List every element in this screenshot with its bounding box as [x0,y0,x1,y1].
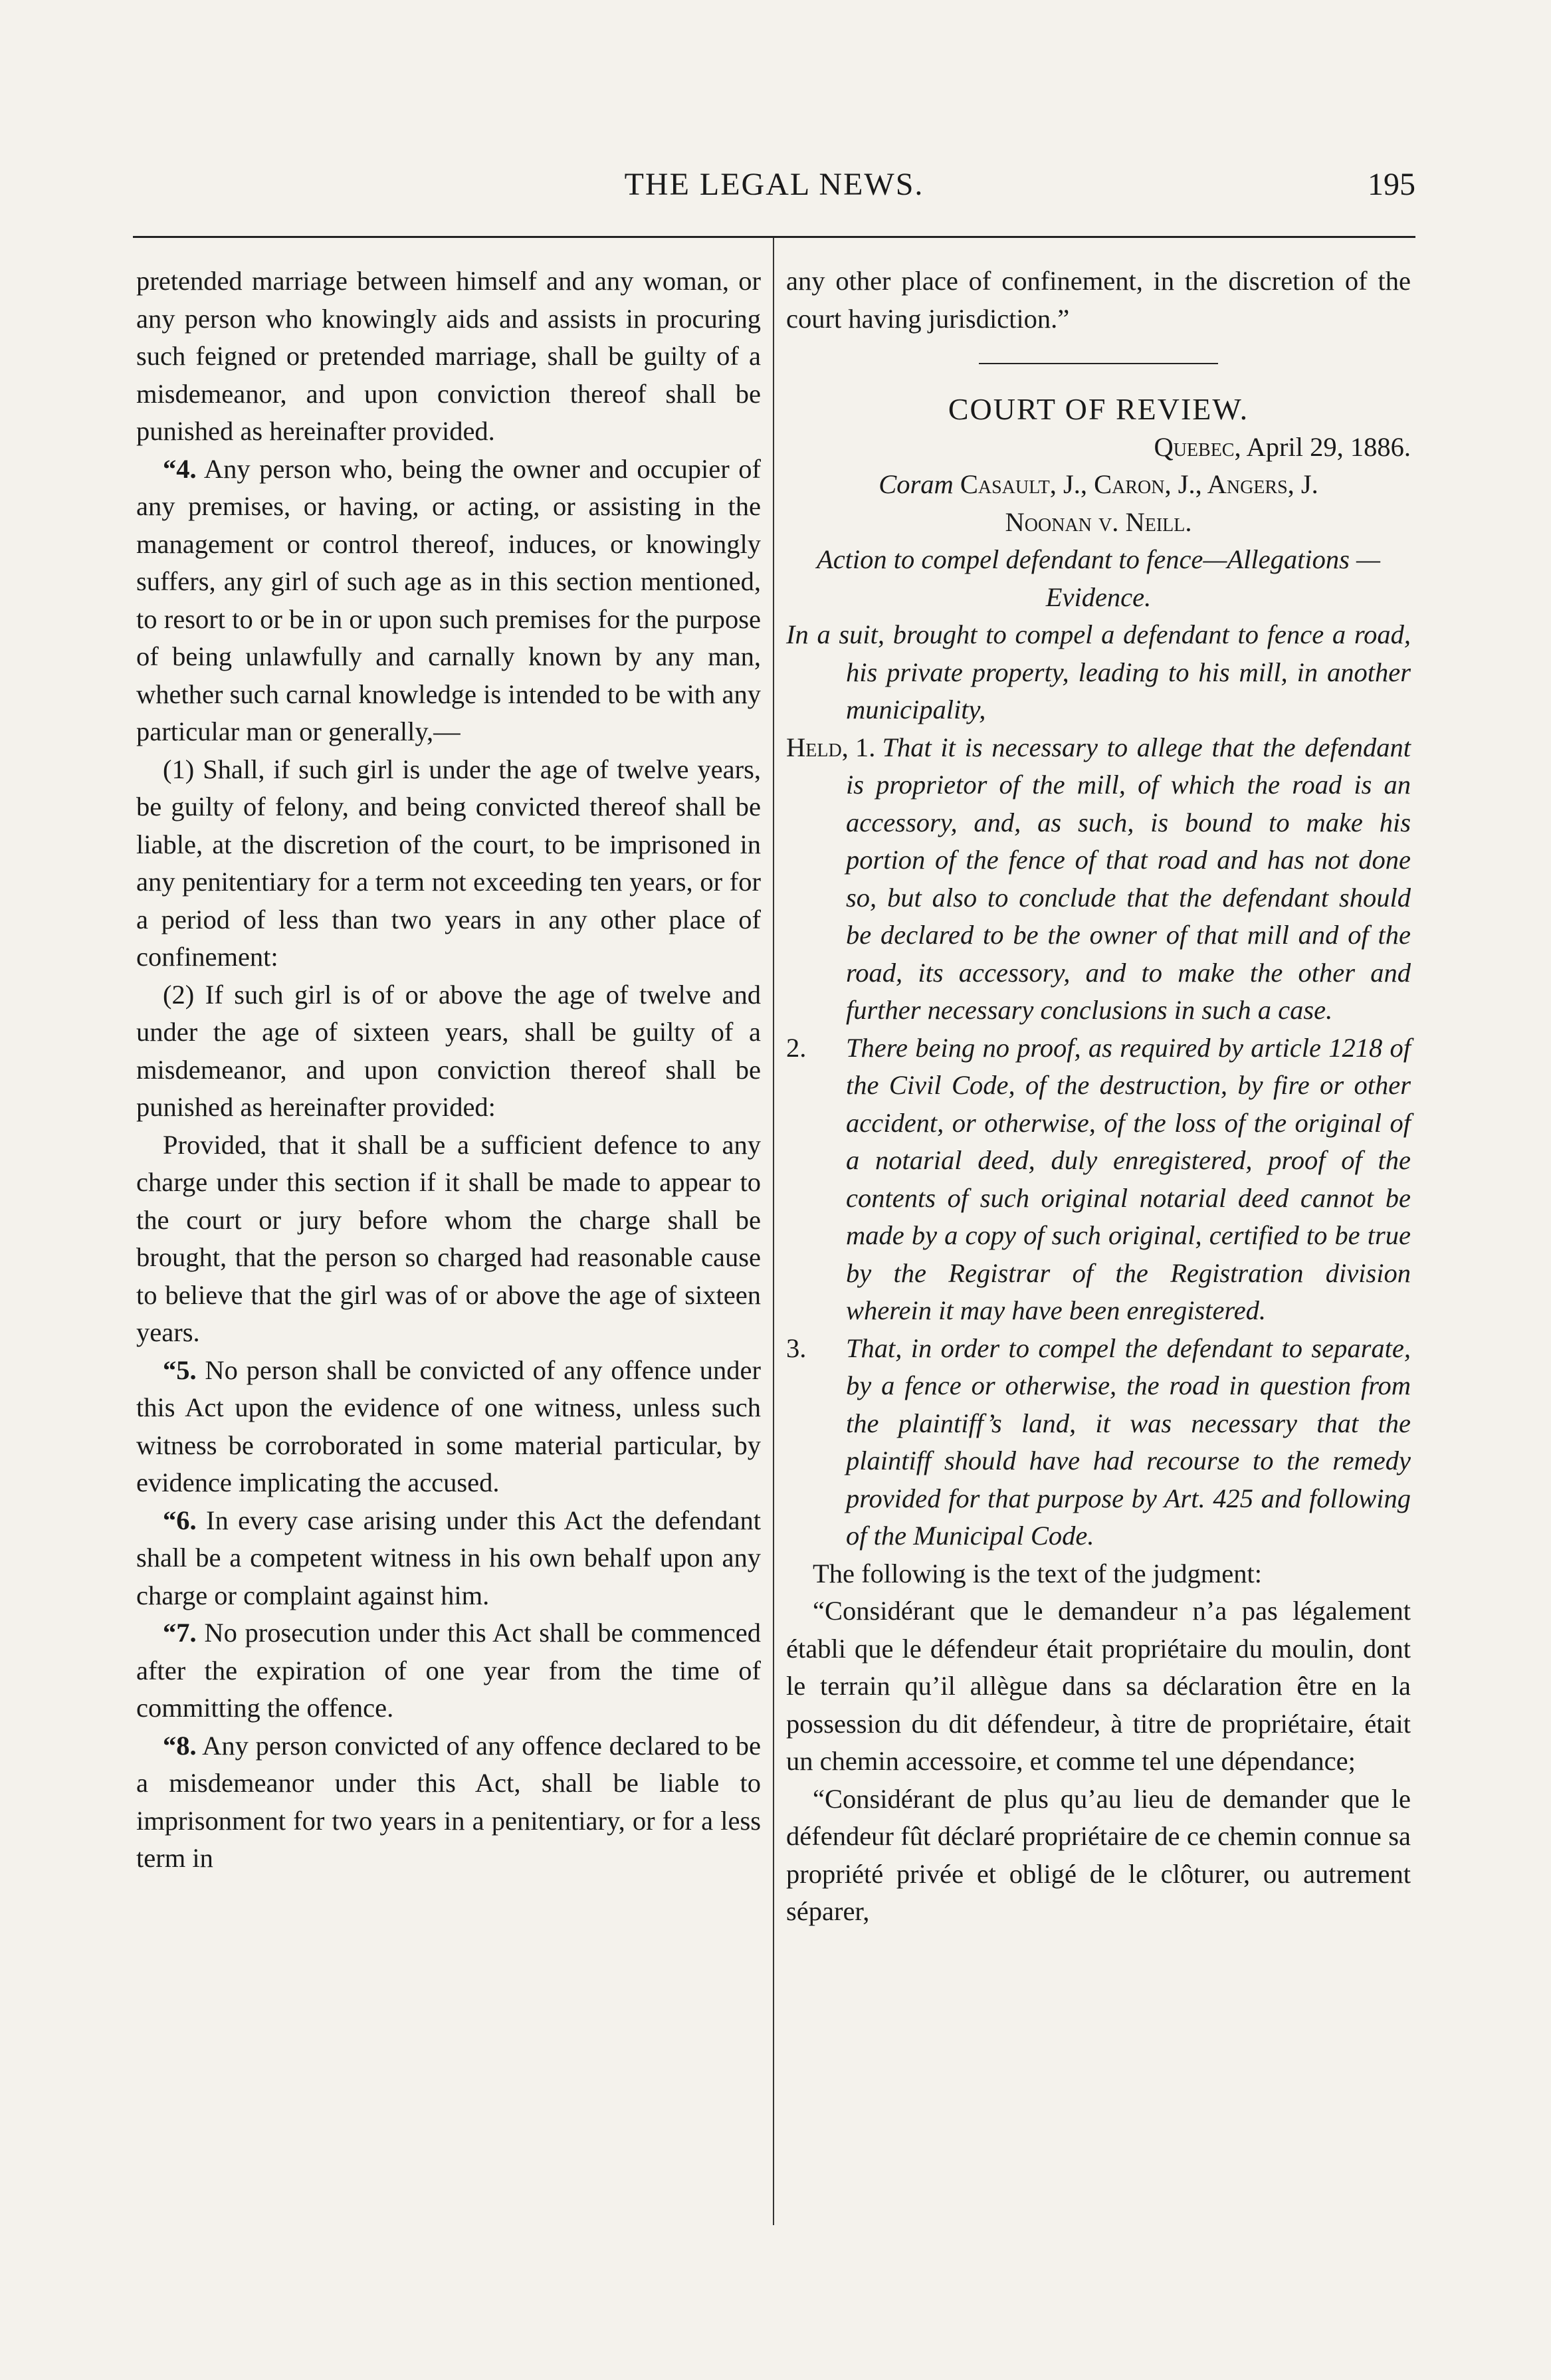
section-6-number: “6. [163,1505,197,1535]
section-5-text: No person shall be convicted of any offence under this Act upon the evidence of one witness, unless such witness be corroborated in some material particular, by evidence implicating the accused. [136,1354,761,1497]
section-5-number: “5. [163,1354,197,1385]
section-4-clause-1: (1) Shall, if such girl is under the age of twelve years, be guilty of felony, and being convicted thereof shall be liable, at the discretion of the court, to be imprisoned in any penitentiary for a term not exceeding ten years, or for a period of less than two years in any other place of confinement: [136,754,761,972]
section-7-number: “7. [163,1618,197,1648]
held-1-number: 1. [855,732,876,762]
held-2 [786,1029,1411,1330]
paragraph-continuation: any other place of confinement, in the discretion of the court having jurisdiction.” [786,266,1411,334]
held-3 [786,1330,1411,1555]
section-7 [136,1614,761,1727]
held-label: Held, [786,732,849,762]
section-4-clause-2: (2) If such girl is of or above the age of twelve and under the age of sixteen years, shall be guilty of a misdemeanor, and upon conviction thereof shall be punished as hereinafter provided: [136,979,761,1122]
section-4 [136,451,761,751]
section-8-text: Any person convicted of any offence declared to be a misdemeanor under this Act, shall be liable to imprisonment for two years in a penitentiary, or for a less term in [136,1730,761,1873]
case-date-line [786,429,1411,467]
coram-label: Coram [879,469,954,499]
right-column [786,263,1411,1931]
column-divider [773,238,774,2225]
judgment-intro: The following is the text of the judgment: [813,1558,1263,1588]
judgment-paragraph-1: “Considérant que le demandeur n’a pas légalement établi que le défendeur était propriétaire du moulin, dont le terrain qu’il allègue dans sa déclaration être en la possession du dit défendeur, à titre de propriétaire, était un chemin accessoire, et comme tel une dépendance; [786,1596,1411,1776]
held-2-number: 2. [786,1032,807,1063]
section-6 [136,1502,761,1615]
proviso: Provided, that it shall be a sufficient defence to any charge under this section if it shall be made to appear to the court or jury before whom the charge shall be brought, that the person so charged had reasonable cause to believe that the girl was of or above the age of sixteen years. [136,1129,761,1347]
header-rule [133,236,1415,238]
page-header [133,166,1415,213]
court-title: COURT OF REVIEW. [948,392,1249,426]
section-8 [136,1727,761,1878]
section-5 [136,1352,761,1502]
section-4-number: “4. [163,453,197,484]
case-name: Noonan v. Neill. [1005,506,1192,537]
paragraph-continuation: pretended marriage between himself and any woman, or any person who knowingly aids and assists in procuring such feigned or pretended marriage, shall be guilty of a misdemeanor, and upon conviction thereof shall be punished as hereinafter provided. [136,266,761,446]
section-7-text: No prosecution under this Act shall be commenced after the expiration of one year from the time of committing the offence. [136,1618,761,1723]
page-number: 195 [1368,167,1415,202]
held-1 [786,729,1411,1029]
case-place: Quebec, [1154,431,1241,462]
held-2-text: There being no proof, as required by article 1218 of the Civil Code, of the destruction, by fire or other accident, or otherwise, of the loss of the original of a notarial deed, duly enregistered, proof of the contents of such original notarial deed cannot be made by a copy of such original, certified to be true by the Registrar of the Registration division wherein it may have been enregistered. [846,1032,1411,1325]
section-8-number: “8. [163,1730,197,1761]
coram-line [786,466,1411,504]
section-6-text: In every case arising under this Act the defendant shall be a competent witness in his own behalf upon any charge or complaint against him. [136,1505,761,1610]
judgment-paragraph-2: “Considérant de plus qu’au lieu de demander que le défendeur fût déclaré propriétaire de ce chemin connue sa propriété privée et obligé de le clôturer, ou autrement séparer, [786,1783,1411,1926]
running-title: THE LEGAL NEWS. [624,167,924,202]
left-column [136,263,761,1878]
coram-judges: Casault, J., Caron, J., Angers, J. [953,469,1318,499]
held-3-text: That, in order to compel the defendant to separate, by a fence or otherwise, the road in question from the plaintiff’s land, it was necessary that the plaintiff should have had recourse to the remedy provided for that purpose by Art. 425 and following of the Municipal Code. [846,1333,1411,1551]
held-1-text: That it is necessary to allege that the defendant is proprietor of the mill, of which the road is an accessory, and, as such, is bound to make his portion of the fence of that road and has not done so, but also to conclude that the defendant should be declared to be the owner of that mill and of the road, its accessory, and to make the other and further necessary conclusions in such a case. [846,732,1411,1025]
section-rule [979,363,1218,364]
held-label-group [786,729,882,767]
case-date: April 29, 1886. [1241,431,1411,462]
section-4-text: Any person who, being the owner and occupier of any premises, or having, or acting, or assisting in the management or control thereof, induces, or knowingly suffers, any girl of such age as in this section mentioned, to resort to or be in or upon such premises for the purpose of being unlawfully and carnally known by any man, whether such carnal knowledge is intended to be with any particular man or generally,— [136,453,761,746]
headnote-intro: In a suit, brought to compel a defendant to fence a road, his private property, leading to his mill, in another municipality, [786,619,1411,724]
headnote-title: Action to compel defendant to fence—Allegations —Evidence. [816,544,1381,612]
held-3-number: 3. [786,1333,807,1363]
